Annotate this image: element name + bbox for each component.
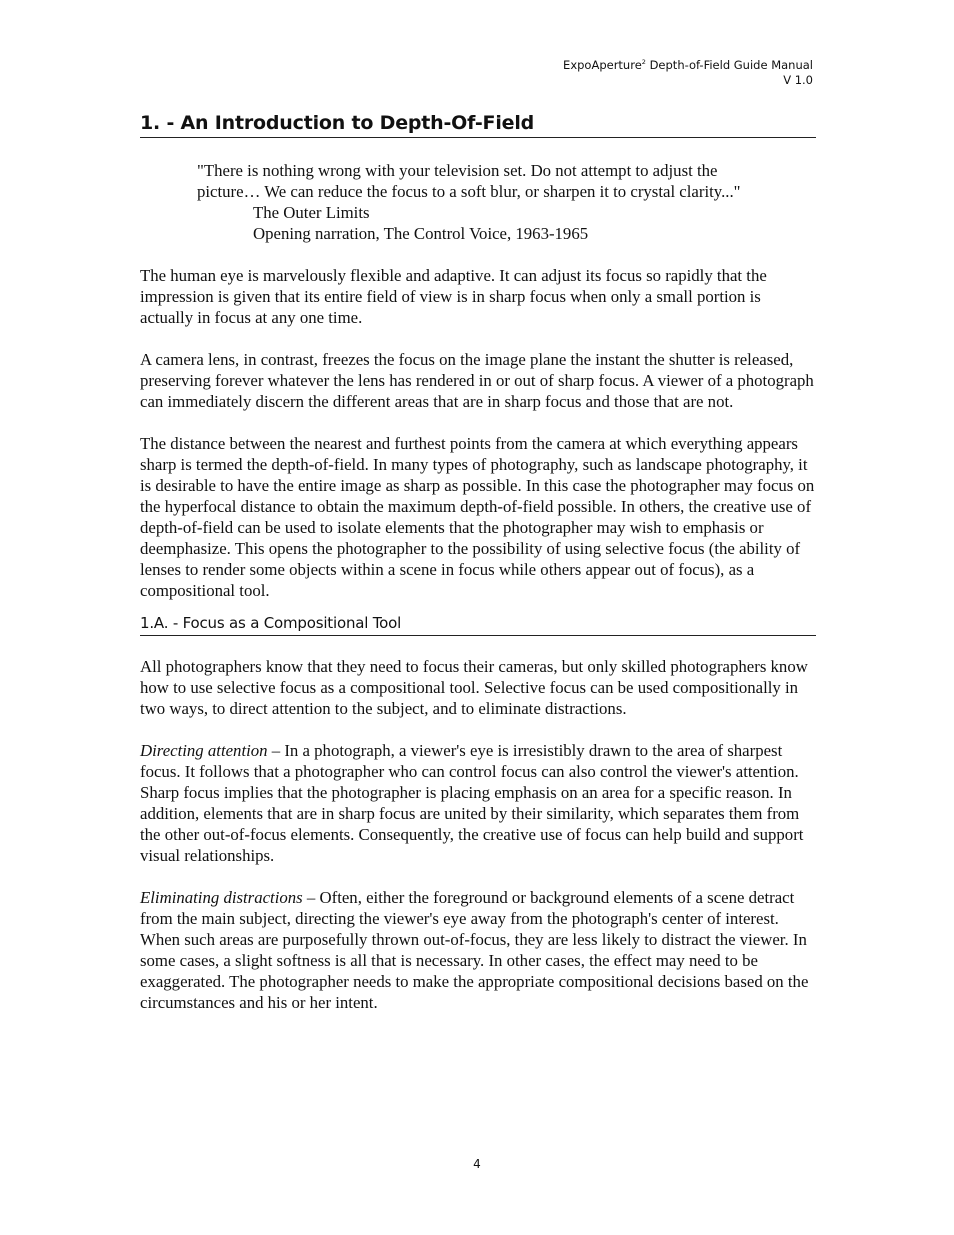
section-heading-introduction: 1. - An Introduction to Depth-Of-Field xyxy=(140,110,816,138)
epigraph-quote xyxy=(197,160,777,244)
header-version: V 1.0 xyxy=(783,73,813,87)
main-content xyxy=(140,110,816,1013)
header-title-superscript: 2 xyxy=(641,58,646,66)
paragraph-depth-of-field: The distance between the nearest and furthest points from the camera at which everything appears sharp is termed the depth-of-field. In many types of photography, such as landscape photography, it is desirable to have the entire image as sharp as possible. In this case the photographer may focus on the hyperfocal distance to obtain the maximum depth-of-field possible. In others, the creative use of depth-of-field can be used to isolate elements that the photographer may wish to emphasis or deemphasize. This opens the photographer to the possibility of using selective focus (the ability of lenses to render some objects within a scene in focus while others appear out of focus), as a compositional tool. xyxy=(140,434,815,600)
paragraph-selective-focus-intro: All photographers know that they need to focus their cameras, but only skilled photographers know how to use selective focus as a compositional tool. Selective focus can be used compositionally in two ways, to direct attention to the subject, and to eliminate distractions. xyxy=(140,657,808,718)
term-directing-attention: Directing attention xyxy=(140,741,268,760)
text-eliminating-distractions: – Often, either the foreground or background elements of a scene detract from the main subject, directing the viewer's eye away from the photograph's center of interest. When such areas are purposefully thrown out-of-focus, they are less likely to distract the viewer. In some cases, a slight softness is all that is necessary. In other cases, the effect may need to be exaggerated. The photographer needs to make the appropriate compositional decisions based on the circumstances and his or her intent. xyxy=(140,888,809,1012)
subsection-heading-focus-tool: 1.A. - Focus as a Compositional Tool xyxy=(140,612,816,636)
header-title-suffix: Depth-of-Field Guide Manual xyxy=(645,58,813,72)
quote-source: The Outer Limits xyxy=(253,203,370,222)
text-directing-attention: – In a photograph, a viewer's eye is irresistibly drawn to the area of sharpest focus. It follows that a photographer who can control focus can also control the viewer's attention. Sharp focus implies that the photographer is placing emphasis on an area for a specific reason. In addition, elements that are in sharp focus are united by their similarity, which separates them from the other out-of-focus elements. Consequently, the creative use of focus can help build and support visual relationships. xyxy=(140,741,804,865)
quote-detail: Opening narration, The Control Voice, 1963-1965 xyxy=(253,224,589,243)
header-title xyxy=(563,55,813,73)
paragraph-human-eye: The human eye is marvelously flexible and adaptive. It can adjust its focus so rapidly that the impression is given that its entire field of view is in sharp focus when only a small portion is actually in focus at any one time. xyxy=(140,266,767,327)
page-number: 4 xyxy=(473,1157,481,1171)
paragraph-directing-attention xyxy=(140,740,816,866)
header-title-prefix: ExpoAperture xyxy=(563,58,642,72)
paragraph-eliminating-distractions xyxy=(140,887,816,1013)
term-eliminating-distractions: Eliminating distractions xyxy=(140,888,303,907)
quote-text: "There is nothing wrong with your television set. Do not attempt to adjust the picture… We can reduce the focus to a soft blur, or sharpen it to crystal clarity..." xyxy=(197,161,741,201)
paragraph-camera-lens: A camera lens, in contrast, freezes the focus on the image plane the instant the shutter is released, preserving forever whatever the lens has rendered in or out of sharp focus. A viewer of a photograph can immediately discern the different areas that are in sharp focus and those that are not. xyxy=(140,350,814,411)
running-header xyxy=(563,55,813,88)
